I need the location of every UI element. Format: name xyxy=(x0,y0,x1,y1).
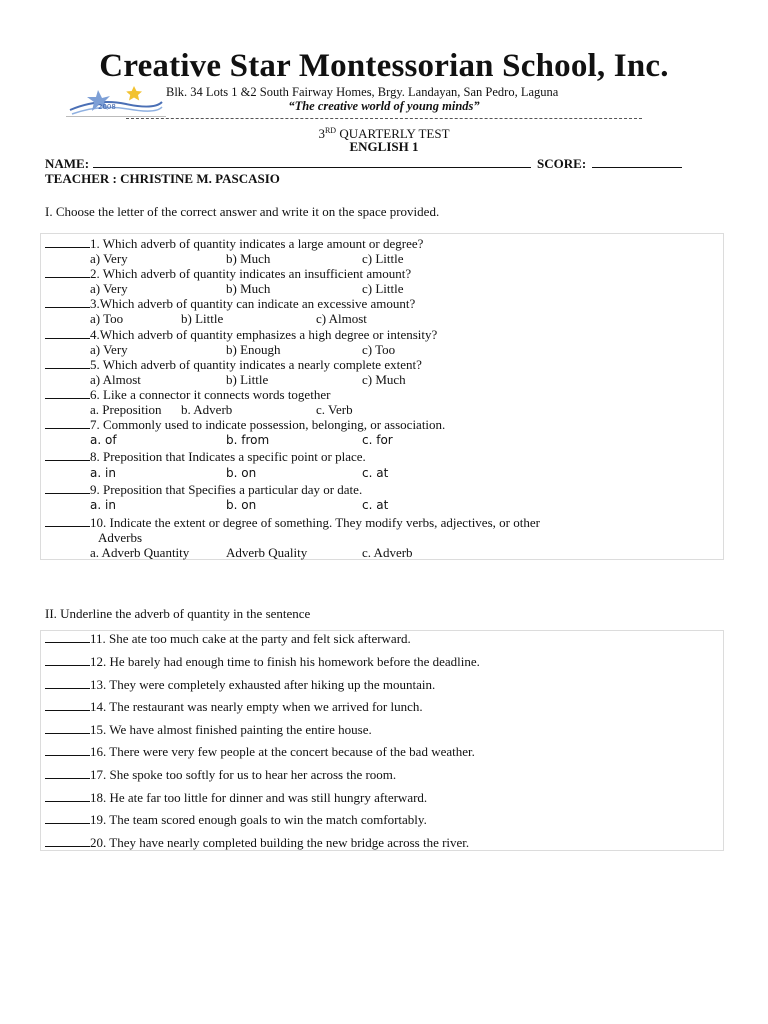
answer-blank[interactable] xyxy=(45,266,90,278)
answer-blank[interactable] xyxy=(45,357,90,369)
option-c: c. at xyxy=(362,498,389,512)
question-text: 5. Which adverb of quantity indicates a nearly complete extent? xyxy=(90,357,422,372)
header-divider xyxy=(126,118,642,119)
option-a: a) Too xyxy=(90,311,124,326)
option-a: a. Adverb Quantity xyxy=(90,545,190,560)
question-text: 10. Indicate the extent or degree of something. They modify verbs, adjectives, or other xyxy=(90,515,540,530)
sentence-20 xyxy=(45,835,469,850)
answer-blank[interactable] xyxy=(45,327,90,339)
answer-blank[interactable] xyxy=(45,744,90,756)
question-5 xyxy=(45,357,422,372)
option-c: c. Adverb xyxy=(362,545,413,560)
answer-blank[interactable] xyxy=(45,812,90,824)
option-a: a. Preposition xyxy=(90,402,162,417)
name-row xyxy=(45,155,715,172)
name-field[interactable] xyxy=(93,155,531,168)
option-c: c) Much xyxy=(362,372,406,387)
answer-blank[interactable] xyxy=(45,835,90,847)
option-a: a. of xyxy=(90,433,117,447)
sentence-text: 17. She spoke too softly for us to hear her across the room. xyxy=(90,767,397,782)
sentence-text: 16. There were very few people at the concert because of the bad weather. xyxy=(90,744,475,759)
option-b: Adverb Quality xyxy=(226,545,308,560)
answer-blank[interactable] xyxy=(45,631,90,643)
sentence-18 xyxy=(45,790,427,805)
sentence-text: 18. He ate far too little for dinner and was still hungry afterward. xyxy=(90,790,428,805)
sentence-text: 14. The restaurant was nearly empty when we arrived for lunch. xyxy=(90,699,423,714)
question-2 xyxy=(45,266,411,281)
option-b: b) Much xyxy=(226,251,271,266)
option-b: b. Adverb xyxy=(181,402,233,417)
question-3 xyxy=(45,296,415,311)
answer-blank[interactable] xyxy=(45,387,90,399)
question-text: 7. Commonly used to indicate possession, belonging, or association. xyxy=(90,417,446,432)
answer-blank[interactable] xyxy=(45,236,90,248)
option-c: c) Almost xyxy=(316,311,367,326)
quarter-suffix: RD xyxy=(324,126,337,135)
question-text: 8. Preposition that Indicates a specific point or place. xyxy=(90,449,366,464)
option-a: a) Very xyxy=(90,342,128,357)
sentence-text: 13. They were completely exhausted after hiking up the mountain. xyxy=(90,677,436,692)
question-7 xyxy=(45,417,445,432)
question-text: 2. Which adverb of quantity indicates an insufficient amount? xyxy=(90,266,412,281)
sentence-text: 12. He barely had enough time to finish his homework before the deadline. xyxy=(90,654,480,669)
option-c: c) Too xyxy=(362,342,396,357)
option-c: c. at xyxy=(362,466,389,480)
question-6 xyxy=(45,387,330,402)
sentence-14 xyxy=(45,699,423,714)
name-label: NAME: xyxy=(45,156,90,171)
answer-blank[interactable] xyxy=(45,699,90,711)
sentence-16 xyxy=(45,744,475,759)
option-a: a) Almost xyxy=(90,372,141,387)
logo-year: 2008 xyxy=(98,103,116,111)
part2-instruction: II. Underline the adverb of quantity in the sentence xyxy=(45,606,311,621)
part1-instruction: I. Choose the letter of the correct answer and write it on the space provided. xyxy=(45,204,440,219)
question-text: 1. Which adverb of quantity indicates a large amount or degree? xyxy=(90,236,424,251)
answer-blank[interactable] xyxy=(45,515,90,527)
sentence-text: 11. She ate too much cake at the party and felt sick afterward. xyxy=(90,631,411,646)
option-b: b. from xyxy=(226,433,270,447)
option-b: b) Much xyxy=(226,281,271,296)
answer-blank[interactable] xyxy=(45,677,90,689)
option-a: a. in xyxy=(90,498,116,512)
answer-blank[interactable] xyxy=(45,654,90,666)
option-a: a) Very xyxy=(90,281,128,296)
answer-blank[interactable] xyxy=(45,790,90,802)
option-a: a) Very xyxy=(90,251,128,266)
question-9 xyxy=(45,482,362,497)
question-text-continued: Adverbs xyxy=(98,530,143,545)
answer-blank[interactable] xyxy=(45,296,90,308)
sentence-19 xyxy=(45,812,427,827)
answer-blank[interactable] xyxy=(45,767,90,779)
sentence-text: 19. The team scored enough goals to win the match comfortably. xyxy=(90,812,427,827)
answer-blank[interactable] xyxy=(45,482,90,494)
question-8 xyxy=(45,449,366,464)
sentence-text: 20. They have nearly completed building the new bridge across the river. xyxy=(90,835,470,850)
option-b: b. on xyxy=(226,466,257,480)
option-b: b) Enough xyxy=(226,342,281,357)
option-c: c. for xyxy=(362,433,393,447)
option-c: c) Little xyxy=(362,281,404,296)
option-b: b) Little xyxy=(181,311,224,326)
option-b: b. on xyxy=(226,498,257,512)
option-c: c. Verb xyxy=(316,402,353,417)
question-text: 3.Which adverb of quantity can indicate an excessive amount? xyxy=(90,296,416,311)
sentence-text: 15. We have almost finished painting the entire house. xyxy=(90,722,372,737)
sentence-12 xyxy=(45,654,480,669)
quarter-label: QUARTERLY TEST xyxy=(336,126,450,141)
option-b: b) Little xyxy=(226,372,269,387)
question-text: 9. Preposition that Specifies a particular day or date. xyxy=(90,482,363,497)
option-c: c) Little xyxy=(362,251,404,266)
score-label: SCORE: xyxy=(537,156,587,171)
school-address: Blk. 34 Lots 1 &2 South Fairway Homes, Brgy. Landayan, San Pedro, Laguna xyxy=(166,85,559,99)
question-1 xyxy=(45,236,423,251)
answer-blank[interactable] xyxy=(45,417,90,429)
teacher-label: TEACHER : CHRISTINE M. PASCASIO xyxy=(45,171,280,186)
question-10 xyxy=(45,515,540,530)
header-divider-short xyxy=(66,116,166,117)
sentence-15 xyxy=(45,722,372,737)
sentence-17 xyxy=(45,767,396,782)
quarter-number: 3 xyxy=(318,126,325,141)
subject-title: ENGLISH 1 xyxy=(349,139,419,154)
question-text: 6. Like a connector it connects words together xyxy=(90,387,331,402)
answer-blank[interactable] xyxy=(45,722,90,734)
score-field[interactable] xyxy=(592,155,682,168)
answer-blank[interactable] xyxy=(45,449,90,461)
school-motto: “The creative world of young minds” xyxy=(288,99,480,113)
sentence-11 xyxy=(45,631,411,646)
school-name: Creative Star Montessorian School, Inc. xyxy=(99,48,669,84)
question-4 xyxy=(45,327,437,342)
question-text: 4.Which adverb of quantity emphasizes a high degree or intensity? xyxy=(90,327,438,342)
sentence-13 xyxy=(45,677,435,692)
option-a: a. in xyxy=(90,466,116,480)
